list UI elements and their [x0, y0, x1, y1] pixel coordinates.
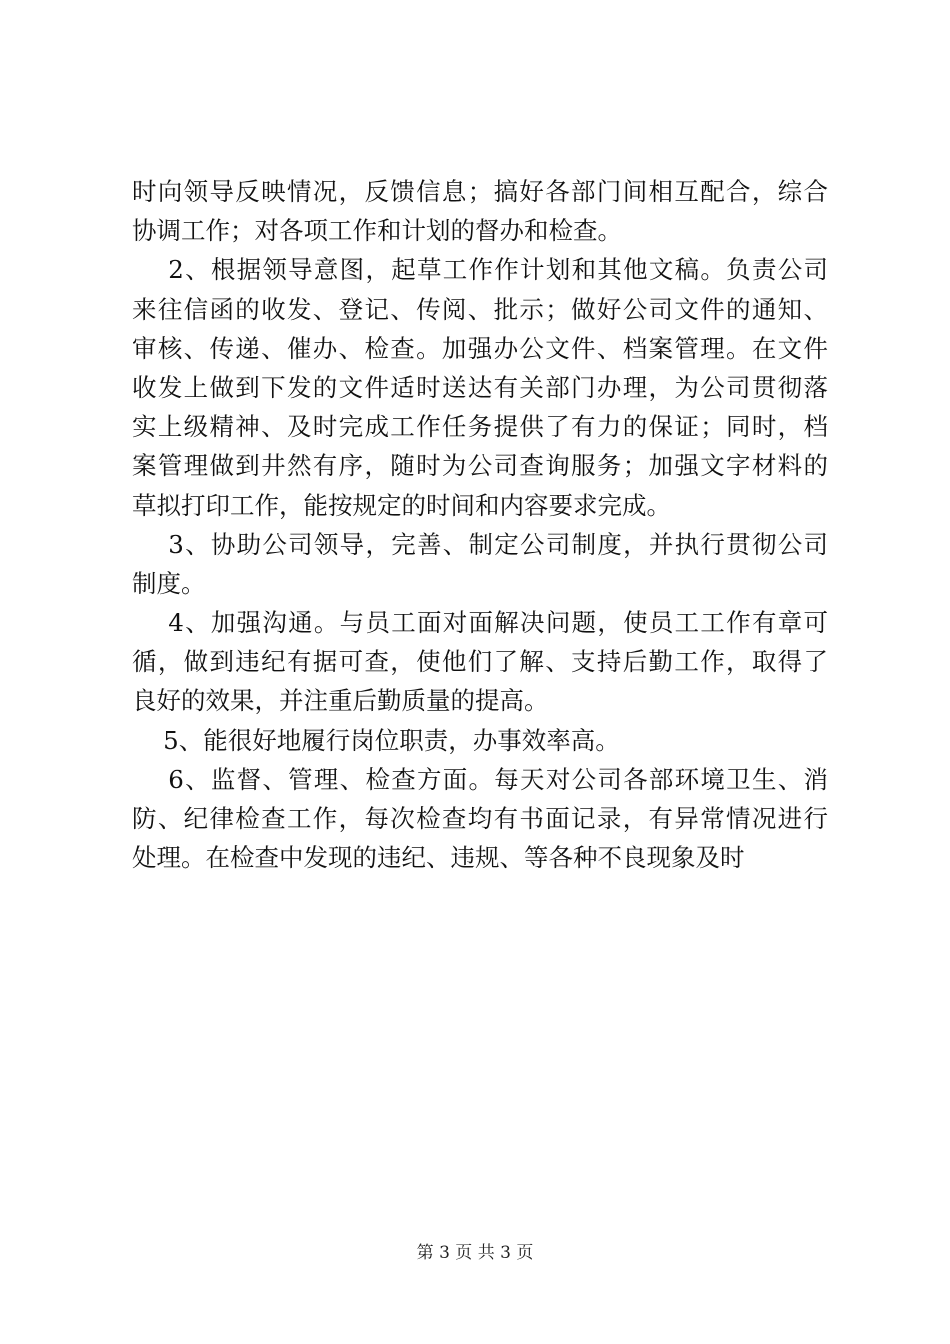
text-line: 5、能很好地履行岗位职责，办事效率高。	[132, 725, 620, 755]
text-line: 案管理做到井然有序，随时为公司查询服务；加强文字材料的	[132, 451, 828, 481]
text-line: 收发上做到下发的文件适时送达有关部门办理，为公司贯彻落	[132, 372, 828, 402]
text-line: 协调工作；对各项工作和计划的督办和检查。	[132, 216, 622, 246]
text-line: 来往信函的收发、登记、传阅、批示；做好公司文件的通知、	[132, 294, 828, 324]
text-line: 循，做到违纪有据可查，使他们了解、支持后勤工作，取得了	[132, 647, 828, 677]
text-line: 时向领导反映情况，反馈信息；搞好各部门间相互配合，综合	[132, 177, 828, 206]
text-line: 处理。在检查中发现的违纪、违规、等各种不良现象及时	[132, 843, 745, 873]
text-line: 2、根据领导意图，起草工作作计划和其他文稿。负责公司	[132, 255, 828, 285]
text-line: 防、纪律检查工作，每次检查均有书面记录，有异常情况进行	[132, 804, 828, 833]
text-line: 制度。	[132, 568, 206, 598]
page-number-label: 第 3 页 共 3 页	[416, 1243, 534, 1263]
text-line: 草拟打印工作，能按规定的时间和内容要求完成。	[132, 490, 671, 520]
text-line: 4、加强沟通。与员工面对面解决问题，使员工工作有章可	[132, 608, 828, 638]
text-line: 3、协助公司领导，完善、制定公司制度，并执行贯彻公司	[132, 529, 828, 559]
text-line: 实上级精神、及时完成工作任务提供了有力的保证；同时，档	[132, 412, 828, 442]
text-line: 良好的效果，并注重后勤质量的提高。	[132, 686, 549, 716]
text-line: 6、监督、管理、检查方面。每天对公司各部环境卫生、消	[132, 764, 828, 794]
page-footer	[0, 1241, 950, 1265]
document-body	[132, 172, 828, 877]
text-line: 审核、传递、催办、检查。加强办公文件、档案管理。在文件	[132, 333, 828, 363]
